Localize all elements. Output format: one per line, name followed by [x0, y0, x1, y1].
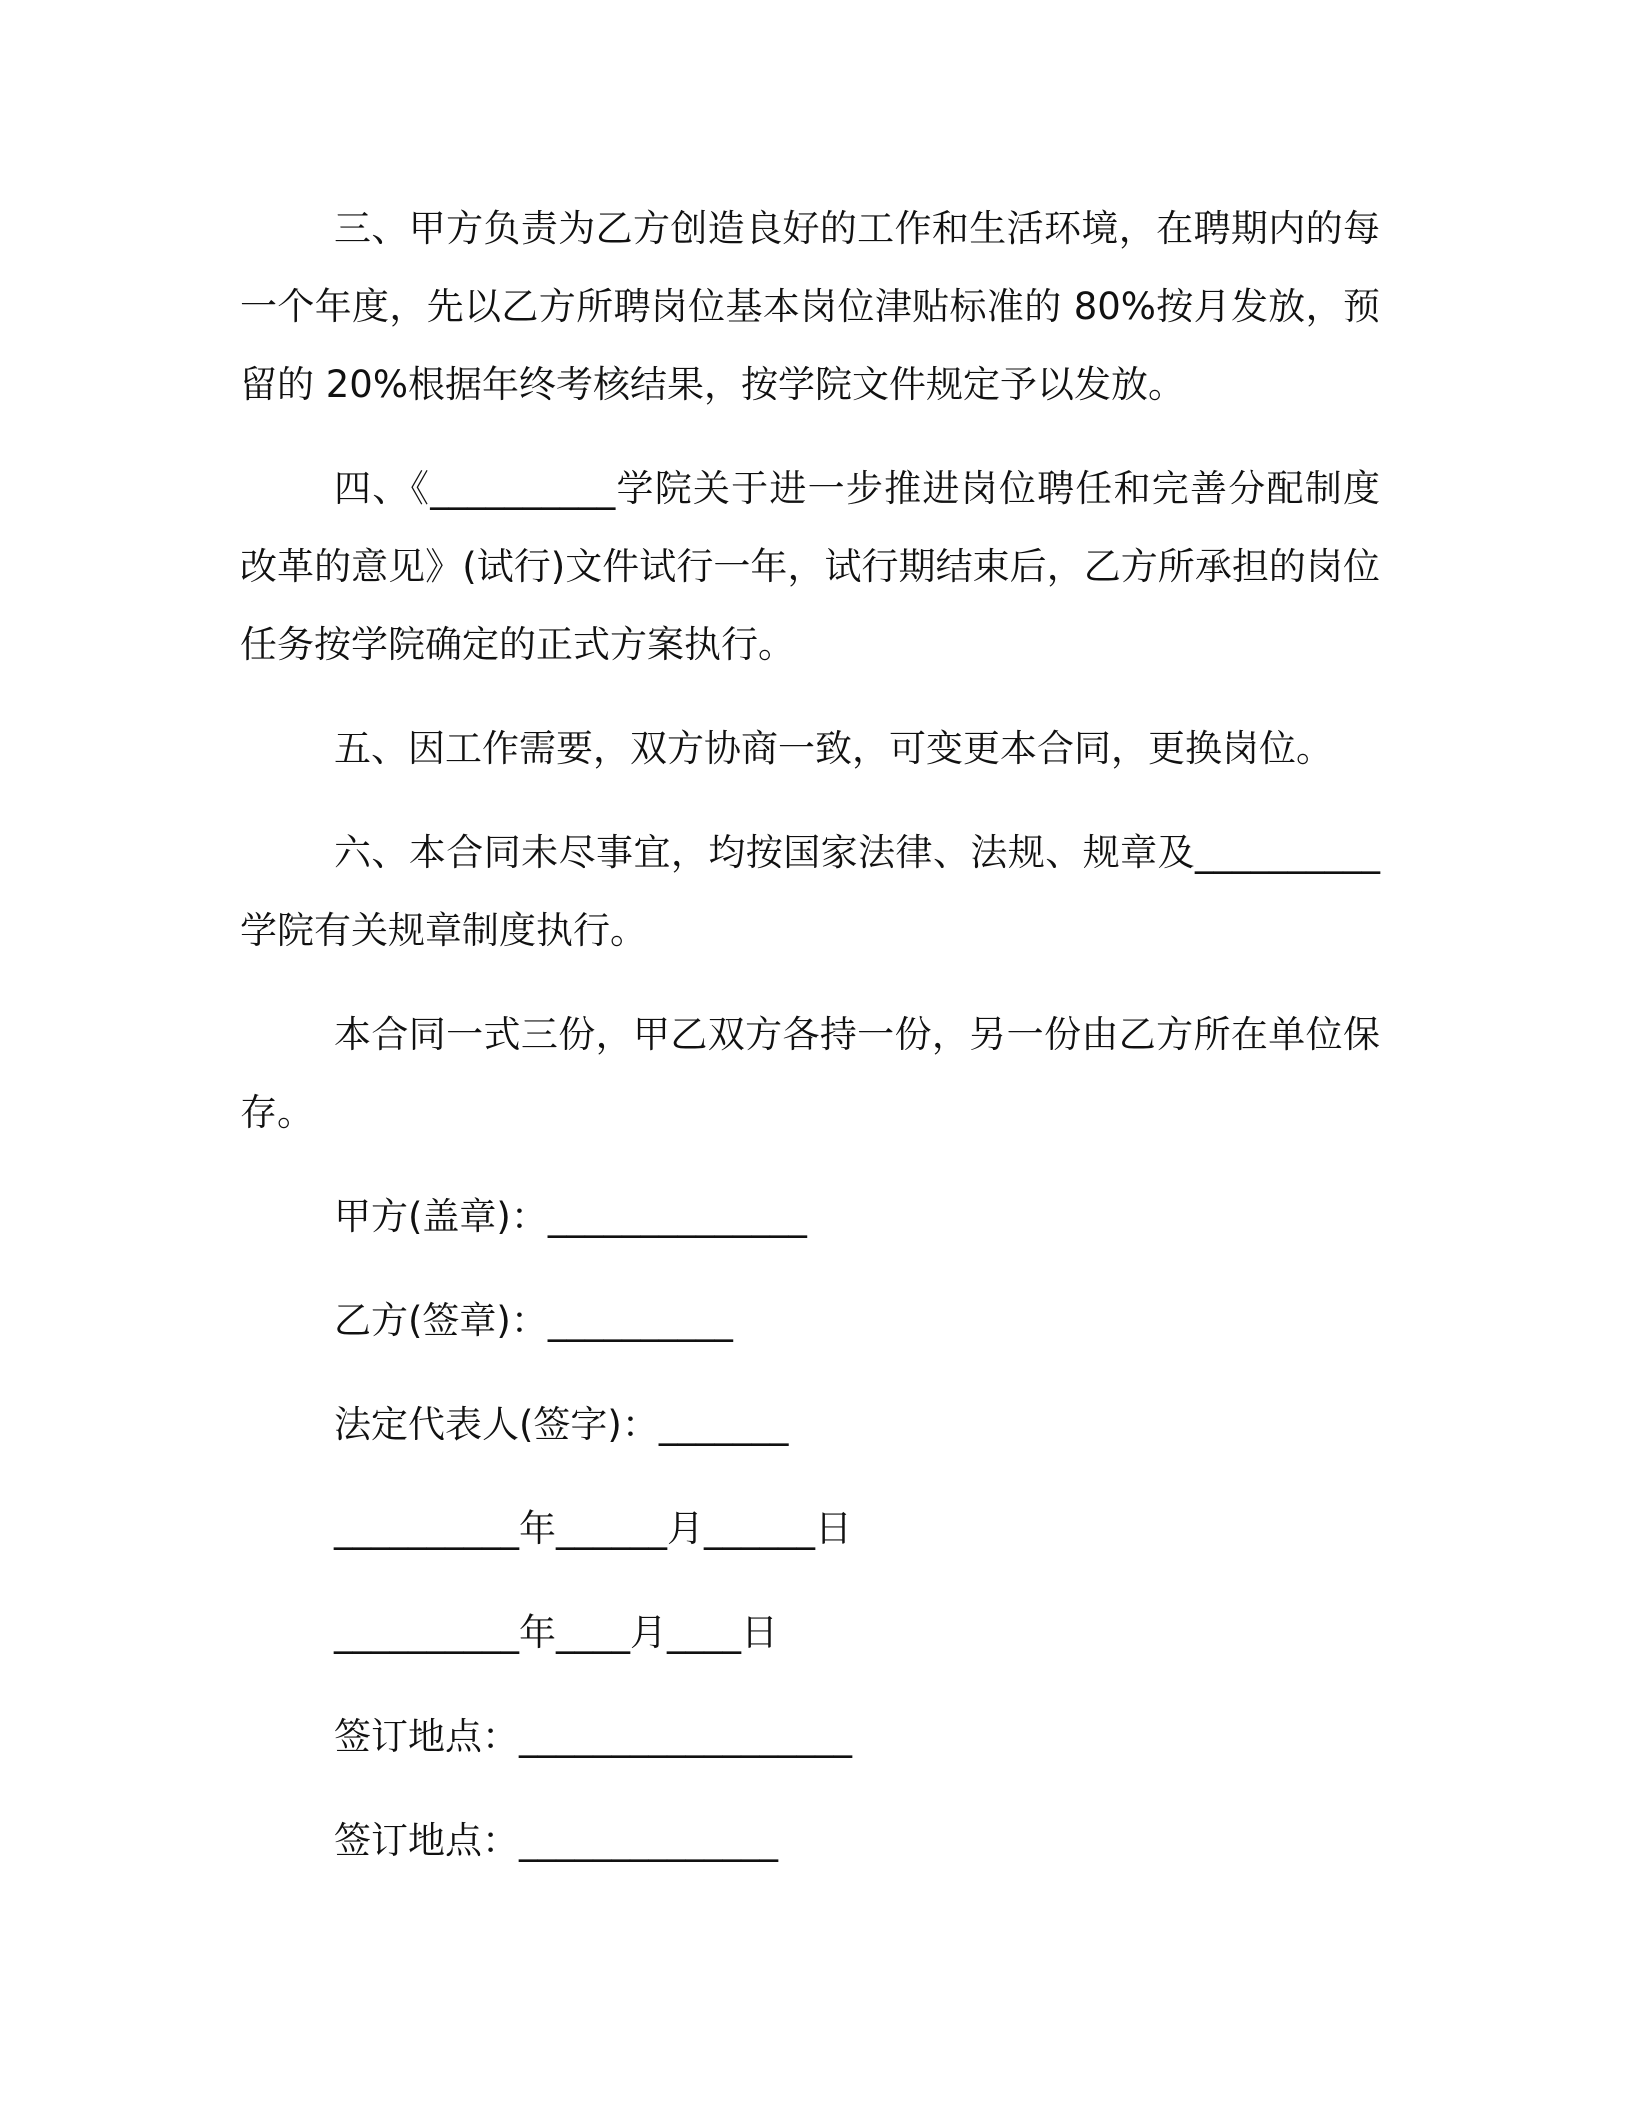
date-field-2: __________年____月____日 [334, 1611, 778, 1654]
party-b-signature-field: 乙方(签章)：__________ [334, 1299, 733, 1342]
party-a-seal-field: 甲方(盖章)：______________ [334, 1195, 807, 1238]
document-page [240, 190, 1380, 1906]
clause-five: 五、因工作需要，双方协商一致，可变更本合同，更换岗位。 [334, 727, 1333, 770]
clause-six: 六、本合同未尽事宜，均按国家法律、法规、规章及__________学院有关规章制度执行。 [240, 831, 1380, 952]
legal-representative-field: 法定代表人(签字)：_______ [334, 1403, 789, 1446]
signing-location-field-2: 签订地点：______________ [334, 1819, 778, 1862]
date-field-1: __________年______月______日 [334, 1507, 852, 1550]
signing-location-field-1: 签订地点：__________________ [334, 1715, 852, 1758]
clause-four: 四、《__________学院关于进一步推进岗位聘任和完善分配制度改革的意见》(试行)文件试行一年，试行期结束后，乙方所承担的岗位任务按学院确定的正式方案执行。 [240, 467, 1380, 666]
copies-clause: 本合同一式三份，甲乙双方各持一份，另一份由乙方所在单位保存。 [240, 1013, 1380, 1134]
clause-three: 三、甲方负责为乙方创造良好的工作和生活环境，在聘期内的每一个年度，先以乙方所聘岗位基本岗位津贴标准的 80%按月发放，预留的 20%根据年终考核结果，按学院文件规定予以发放。 [240, 207, 1380, 406]
